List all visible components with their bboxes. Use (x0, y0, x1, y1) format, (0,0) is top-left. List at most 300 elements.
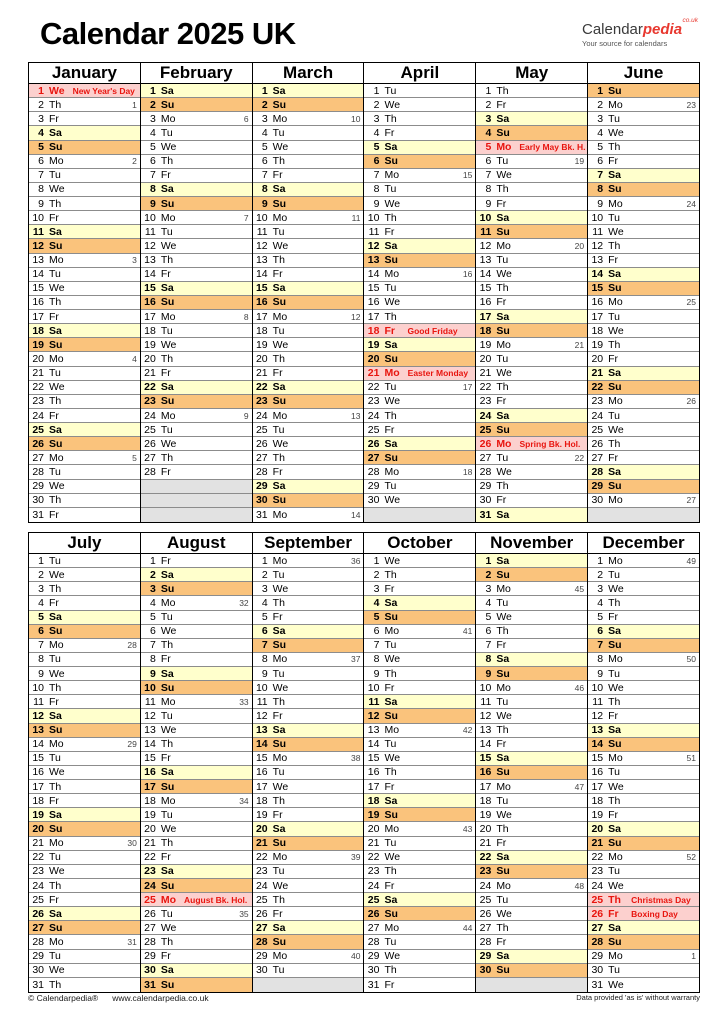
day-row (588, 738, 699, 752)
day-row (141, 465, 252, 479)
day-row (29, 183, 140, 197)
day-row (141, 738, 252, 752)
calendarpedia-logo[interactable] (582, 17, 700, 48)
month-column-january (29, 63, 140, 522)
day-row (253, 964, 364, 978)
day-row (588, 197, 699, 211)
weekday-abbr: Fr (272, 169, 283, 182)
weekday-abbr: Sa (160, 84, 174, 97)
day-number: 20 (479, 823, 492, 835)
day-number: 14 (367, 738, 380, 751)
day-row (253, 98, 364, 112)
day-number: 22 (591, 381, 604, 394)
day-row (364, 837, 475, 851)
weekday-abbr: Th (160, 837, 174, 850)
weekday-abbr: Tu (384, 183, 397, 196)
day-number: 30 (367, 494, 380, 507)
weekday-abbr: We (384, 197, 401, 210)
month-body (29, 554, 140, 992)
day-number: 9 (485, 667, 492, 680)
day-row (29, 893, 140, 907)
day-number: 24 (255, 879, 268, 892)
day-number: 7 (38, 639, 44, 652)
day-row (141, 169, 252, 183)
weekday-abbr: Sa (496, 211, 510, 224)
weekday-abbr: Su (272, 936, 287, 949)
footer-left (28, 993, 209, 1003)
day-row (141, 296, 252, 310)
weekday-abbr: Tu (49, 950, 61, 963)
weekday-abbr: Su (608, 837, 622, 850)
month-body (29, 84, 140, 522)
weekday-abbr: Fr (384, 780, 395, 793)
day-row (476, 112, 587, 126)
day-row (588, 879, 699, 893)
day-number: 4 (38, 596, 44, 609)
weekday-abbr: Th (496, 625, 509, 638)
weekday-abbr: Mo (496, 681, 511, 694)
day-row (253, 921, 364, 935)
day-number: 9 (485, 197, 492, 210)
day-row (29, 395, 140, 409)
weekday-abbr: Mo (160, 794, 176, 807)
weekday-abbr: Th (272, 451, 285, 464)
weekday-abbr: Sa (608, 466, 621, 479)
month-column-december (587, 533, 699, 992)
week-number: 44 (462, 922, 473, 933)
day-row (588, 978, 699, 992)
day-number: 10 (144, 211, 156, 224)
day-number: 28 (144, 936, 156, 949)
weekday-abbr: Mo (49, 936, 64, 949)
day-row (141, 653, 252, 667)
weekday-abbr: Th (49, 98, 62, 111)
day-number: 19 (479, 808, 492, 821)
day-number: 21 (255, 837, 268, 850)
weekday-abbr: We (49, 568, 65, 581)
weekday-abbr: Fr (496, 837, 507, 850)
day-row (588, 268, 699, 282)
day-number: 6 (38, 155, 44, 168)
day-row (476, 98, 587, 112)
weekday-abbr: Fr (608, 709, 619, 722)
day-row (141, 141, 252, 155)
weekday-abbr: Th (49, 395, 62, 408)
weekday-abbr: We (160, 823, 177, 835)
weekday-abbr: Mo (384, 367, 400, 380)
day-number: 21 (479, 367, 492, 380)
day-number: 9 (373, 197, 380, 210)
day-number: 16 (32, 296, 44, 309)
day-number: 19 (32, 338, 44, 351)
day-number: 29 (32, 480, 44, 493)
weekday-abbr: Mo (496, 239, 511, 252)
day-number: 12 (479, 239, 492, 252)
month-header: June (588, 63, 699, 84)
day-row (141, 808, 252, 822)
day-row (29, 667, 140, 681)
weekday-abbr: Tu (608, 568, 621, 581)
day-row (476, 822, 587, 836)
day-number: 18 (367, 794, 380, 807)
day-row (588, 611, 699, 625)
day-row (588, 780, 699, 794)
day-number: 17 (479, 310, 492, 323)
weekday-abbr: Mo (49, 353, 64, 365)
week-number: 6 (243, 113, 249, 124)
day-number: 26 (591, 437, 604, 450)
day-row (588, 808, 699, 822)
weekday-abbr: We (496, 367, 512, 380)
day-row (29, 112, 140, 126)
weekday-abbr: Su (608, 282, 622, 295)
day-number: 27 (32, 921, 44, 934)
weekday-abbr: Su (272, 837, 287, 850)
weekday-abbr: Mo (49, 837, 64, 850)
day-row (588, 338, 699, 352)
day-number: 15 (479, 282, 492, 295)
weekday-abbr: Su (272, 738, 287, 751)
weekday-abbr: Mo (608, 752, 623, 765)
weekday-abbr: We (384, 653, 401, 666)
day-number: 11 (144, 225, 156, 238)
month-header: January (29, 63, 140, 84)
day-number: 30 (144, 964, 156, 977)
day-number: 17 (32, 310, 44, 323)
day-row (588, 84, 699, 98)
weekday-abbr: Tu (384, 738, 397, 751)
day-row (253, 480, 364, 494)
day-row (588, 465, 699, 479)
day-number: 4 (597, 126, 604, 139)
day-row (588, 155, 699, 169)
week-number: 7 (243, 212, 249, 223)
day-row (364, 169, 475, 183)
weekday-abbr: Sa (496, 950, 510, 963)
day-number: 2 (373, 98, 380, 111)
day-number: 11 (480, 225, 492, 238)
weekday-abbr: We (496, 808, 512, 821)
day-row (253, 554, 364, 568)
day-row (141, 84, 252, 98)
weekday-abbr: Su (160, 978, 175, 991)
day-number: 4 (485, 126, 492, 139)
weekday-abbr: Mo (608, 653, 623, 666)
weekday-abbr: Su (49, 625, 63, 638)
day-row (588, 695, 699, 709)
day-row (476, 921, 587, 935)
day-row (253, 423, 364, 437)
weekday-abbr: We (608, 324, 624, 337)
day-number: 7 (149, 639, 156, 652)
weekday-abbr: Th (160, 451, 174, 464)
month-body (588, 554, 699, 992)
day-row (364, 225, 475, 239)
month-body (476, 84, 587, 522)
day-number: 6 (261, 625, 268, 638)
day-row (141, 197, 252, 211)
day-row (588, 451, 699, 465)
day-number: 29 (367, 480, 380, 493)
day-number: 6 (485, 625, 492, 638)
month-column-august (140, 533, 252, 992)
weekday-abbr: Su (49, 141, 63, 154)
holiday-label: Easter Monday (407, 368, 469, 379)
day-number: 4 (149, 596, 156, 609)
day-number: 22 (479, 381, 492, 394)
weekday-abbr: Th (608, 596, 621, 609)
holiday-label: August Bk. Hol. (184, 894, 248, 905)
weekday-abbr: Tu (496, 254, 509, 267)
day-number: 22 (367, 851, 380, 864)
day-number: 2 (38, 98, 44, 111)
day-number: 28 (367, 466, 380, 479)
day-row (476, 611, 587, 625)
day-number: 18 (479, 794, 492, 807)
weekday-abbr: Th (160, 738, 174, 751)
day-row (141, 352, 252, 366)
weekday-abbr: We (496, 611, 512, 624)
day-row (141, 780, 252, 794)
day-row (29, 409, 140, 423)
day-row (364, 964, 475, 978)
day-row (364, 409, 475, 423)
weekday-abbr: Mo (272, 851, 288, 864)
day-number: 11 (368, 225, 380, 238)
weekday-abbr: Mo (160, 596, 176, 609)
weekday-abbr: Mo (160, 409, 176, 422)
week-number: 24 (686, 198, 696, 209)
day-row (476, 582, 587, 596)
weekday-abbr: Th (608, 893, 621, 906)
day-number: 25 (144, 423, 156, 436)
day-number: 25 (32, 893, 44, 906)
day-row (364, 423, 475, 437)
day-number: 23 (591, 865, 604, 878)
day-number: 3 (261, 112, 268, 125)
weekday-abbr: Mo (496, 338, 511, 351)
day-number: 21 (32, 837, 44, 850)
weekday-abbr: Su (496, 964, 510, 977)
week-number: 1 (691, 951, 696, 962)
month-header: November (476, 533, 587, 554)
day-number: 14 (367, 268, 380, 281)
weekday-abbr: Sa (608, 921, 621, 934)
day-row (141, 935, 252, 949)
day-number: 14 (32, 738, 44, 751)
day-row (253, 126, 364, 140)
day-row (29, 582, 140, 596)
day-number: 1 (373, 84, 380, 97)
day-row (253, 112, 364, 126)
day-row (253, 738, 364, 752)
empty-row (588, 508, 699, 522)
week-number: 14 (351, 509, 361, 520)
weekday-abbr: Fr (384, 879, 395, 892)
day-number: 15 (367, 752, 380, 765)
weekday-abbr: We (49, 667, 65, 680)
day-number: 5 (485, 611, 492, 624)
day-row (364, 352, 475, 366)
weekday-abbr: Fr (496, 494, 507, 507)
day-number: 23 (479, 395, 492, 408)
day-number: 12 (591, 239, 604, 252)
day-row (141, 921, 252, 935)
day-row (364, 197, 475, 211)
weekday-abbr: We (272, 338, 289, 351)
day-row (253, 465, 364, 479)
weekday-abbr: Sa (49, 907, 62, 920)
day-number: 19 (367, 808, 380, 821)
day-number: 13 (591, 724, 604, 737)
weekday-abbr: Su (608, 381, 622, 394)
month-body (253, 84, 364, 522)
day-row (476, 851, 587, 865)
day-number: 22 (32, 381, 44, 394)
day-number: 8 (261, 183, 268, 196)
weekday-abbr: Su (496, 568, 510, 581)
day-row (29, 625, 140, 639)
empty-row (253, 978, 364, 992)
day-number: 18 (479, 324, 492, 337)
day-number: 29 (32, 950, 44, 963)
day-row (253, 611, 364, 625)
weekday-abbr: We (49, 766, 65, 779)
day-row (476, 964, 587, 978)
day-row (476, 494, 587, 508)
weekday-abbr: Mo (272, 112, 288, 125)
day-number: 17 (32, 780, 44, 793)
day-number: 20 (144, 823, 156, 835)
day-row (476, 480, 587, 494)
day-number: 3 (485, 582, 492, 595)
day-row (476, 752, 587, 766)
week-number: 9 (243, 410, 249, 421)
month-column-february (140, 63, 252, 522)
day-row (253, 582, 364, 596)
day-number: 9 (149, 197, 156, 210)
day-row (253, 296, 364, 310)
weekday-abbr: Tu (160, 611, 173, 624)
day-row (588, 310, 699, 324)
day-number: 24 (591, 879, 604, 892)
weekday-abbr: Th (608, 695, 621, 708)
day-row (588, 352, 699, 366)
day-number: 8 (38, 653, 44, 666)
weekday-abbr: Th (272, 794, 285, 807)
day-number: 23 (367, 395, 380, 408)
day-number: 31 (367, 978, 380, 991)
day-number: 23 (144, 865, 156, 878)
day-number: 15 (144, 282, 156, 295)
day-number: 30 (479, 964, 492, 977)
weekday-abbr: Mo (608, 395, 623, 408)
day-row (476, 808, 587, 822)
day-row (29, 423, 140, 437)
day-row (253, 625, 364, 639)
month-header: December (588, 533, 699, 554)
weekday-abbr: We (384, 98, 401, 111)
day-row (29, 126, 140, 140)
weekday-abbr: Tu (608, 865, 621, 878)
weekday-abbr: Th (384, 964, 397, 977)
day-number: 4 (38, 126, 44, 139)
day-row (29, 653, 140, 667)
month-body (141, 554, 252, 992)
weekday-abbr: Th (384, 211, 397, 224)
day-number: 26 (367, 907, 380, 920)
day-number: 1 (597, 84, 604, 97)
day-row (29, 381, 140, 395)
week-number: 15 (462, 170, 473, 181)
weekday-abbr: Sa (160, 568, 174, 581)
weekday-abbr: Tu (496, 353, 509, 365)
weekday-abbr: Mo (160, 695, 176, 708)
day-number: 26 (479, 437, 492, 450)
day-row (588, 851, 699, 865)
day-row (476, 310, 587, 324)
day-row (476, 681, 587, 695)
day-row (588, 367, 699, 381)
day-row (476, 568, 587, 582)
day-row (476, 423, 587, 437)
day-row (141, 568, 252, 582)
day-row (476, 211, 587, 225)
day-number: 18 (255, 324, 268, 337)
weekday-abbr: We (160, 921, 177, 934)
day-row (364, 239, 475, 253)
day-number: 7 (485, 639, 492, 652)
day-row (476, 381, 587, 395)
month-body (364, 554, 475, 992)
day-number: 15 (32, 752, 44, 765)
weekday-abbr: Sa (496, 653, 510, 666)
day-row (476, 282, 587, 296)
day-number: 22 (144, 381, 156, 394)
day-row (364, 480, 475, 494)
weekday-abbr: Fr (384, 225, 395, 238)
week-number: 8 (243, 311, 249, 322)
weekday-abbr: Su (496, 423, 510, 436)
day-number: 31 (591, 978, 604, 991)
logo-tagline: Your source for calendars (582, 38, 668, 48)
footer-url-link[interactable]: www.calendarpedia.co.uk (112, 993, 209, 1003)
weekday-abbr: We (608, 780, 624, 793)
day-number: 8 (485, 653, 492, 666)
day-number: 12 (255, 239, 268, 252)
day-number: 19 (591, 808, 604, 821)
weekday-abbr: Th (272, 155, 285, 168)
day-number: 10 (32, 211, 44, 224)
day-number: 17 (144, 310, 156, 323)
day-number: 6 (261, 155, 268, 168)
day-row (364, 653, 475, 667)
weekday-abbr: Sa (272, 183, 286, 196)
day-row (476, 625, 587, 639)
day-number: 7 (597, 169, 604, 182)
day-number: 27 (144, 921, 156, 934)
day-number: 21 (255, 367, 268, 380)
weekday-abbr: We (49, 84, 65, 97)
day-row (29, 568, 140, 582)
weekday-abbr: Tu (49, 466, 61, 479)
weekday-abbr: We (384, 752, 401, 765)
weekday-abbr: Tu (272, 225, 285, 238)
day-number: 17 (591, 310, 604, 323)
day-number: 17 (479, 780, 492, 793)
day-number: 15 (479, 752, 492, 765)
day-row (476, 738, 587, 752)
